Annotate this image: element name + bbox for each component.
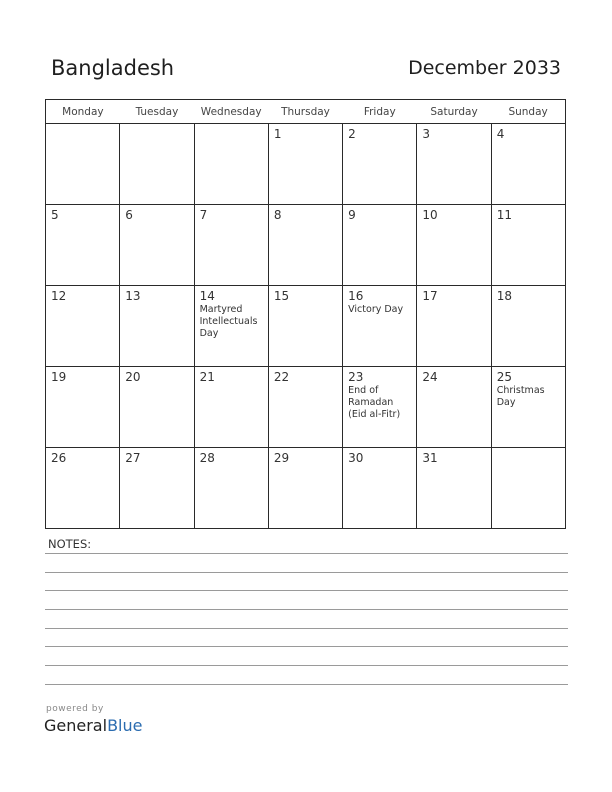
holiday-label: End of Ramadan (Eid al-Fitr) <box>348 385 401 420</box>
day-cell <box>46 448 120 529</box>
holiday-label: Victory Day <box>348 304 404 315</box>
day-cell <box>417 124 491 205</box>
holiday-label: Christmas Day <box>496 385 545 408</box>
day-number: 16 <box>348 289 364 303</box>
day-cell-holiday <box>343 286 417 367</box>
note-line <box>45 590 568 591</box>
brand-general: General <box>44 716 108 735</box>
day-cell <box>46 286 120 367</box>
day-cell <box>491 205 565 286</box>
brand-blue: Blue <box>107 716 143 735</box>
weekday-sunday: Sunday <box>491 100 565 124</box>
weekday-saturday: Saturday <box>417 100 491 124</box>
day-number: 22 <box>273 370 290 384</box>
day-cell <box>46 205 120 286</box>
day-cell <box>268 205 342 286</box>
week-row-2 <box>46 205 566 286</box>
powered-by-text: powered by <box>46 704 104 714</box>
day-cell <box>417 367 491 448</box>
note-line <box>45 665 568 666</box>
day-cell <box>120 286 194 367</box>
generalblue-logo <box>44 716 142 735</box>
day-number: 27 <box>125 451 141 465</box>
day-number: 6 <box>125 208 133 222</box>
holiday-label: Martyred Intellectuals Day <box>199 304 258 339</box>
day-cell <box>194 124 268 205</box>
day-cell <box>120 124 194 205</box>
note-line <box>45 572 568 573</box>
day-number: 23 <box>348 370 364 384</box>
day-cell <box>343 448 417 529</box>
day-cell <box>491 286 565 367</box>
day-number: 10 <box>422 208 438 222</box>
calendar-grid <box>45 99 566 529</box>
day-number: 1 <box>273 127 282 141</box>
day-number: 20 <box>125 370 141 384</box>
day-number: 2 <box>348 127 356 141</box>
day-cell <box>120 448 194 529</box>
day-number: 18 <box>496 289 512 303</box>
day-number: 30 <box>348 451 364 465</box>
day-cell <box>194 448 268 529</box>
note-line <box>45 609 568 610</box>
day-number: 14 <box>199 289 215 303</box>
day-cell <box>491 124 565 205</box>
weekday-friday: Friday <box>343 100 417 124</box>
notes-label: NOTES: <box>48 537 92 551</box>
day-cell <box>343 124 417 205</box>
day-number: 8 <box>273 208 282 222</box>
weekday-tuesday: Tuesday <box>120 100 194 124</box>
note-line <box>45 628 568 629</box>
week-row-3 <box>46 286 566 367</box>
day-cell <box>417 205 491 286</box>
day-cell <box>417 448 491 529</box>
day-cell <box>120 367 194 448</box>
day-number: 15 <box>273 289 290 303</box>
day-cell-holiday <box>491 367 565 448</box>
day-number: 4 <box>496 127 505 141</box>
day-cell <box>417 286 491 367</box>
day-number: 29 <box>273 451 290 465</box>
day-number: 25 <box>496 370 512 384</box>
weekday-monday: Monday <box>46 100 120 124</box>
note-line <box>45 553 568 554</box>
weekday-thursday: Thursday <box>268 100 342 124</box>
day-number: 5 <box>51 208 59 222</box>
week-row-1 <box>46 124 566 205</box>
day-number: 12 <box>51 289 67 303</box>
week-row-4 <box>46 367 566 448</box>
day-number: 26 <box>51 451 67 465</box>
note-line <box>45 646 568 647</box>
day-number: 3 <box>422 127 431 141</box>
day-cell <box>194 367 268 448</box>
day-cell <box>120 205 194 286</box>
day-number: 17 <box>422 289 438 303</box>
month-title: December 2033 <box>408 57 561 79</box>
week-row-5 <box>46 448 566 529</box>
day-number: 31 <box>422 451 438 465</box>
day-cell <box>194 205 268 286</box>
day-cell <box>343 205 417 286</box>
day-number: 19 <box>51 370 67 384</box>
day-number: 13 <box>125 289 141 303</box>
day-cell <box>268 448 342 529</box>
day-cell <box>46 367 120 448</box>
day-number: 28 <box>199 451 215 465</box>
day-cell <box>46 124 120 205</box>
day-number: 21 <box>199 370 215 384</box>
day-cell <box>268 124 342 205</box>
day-cell <box>268 286 342 367</box>
day-cell-holiday <box>343 367 417 448</box>
day-number: 11 <box>496 208 512 222</box>
day-cell <box>491 448 565 529</box>
weekday-wednesday: Wednesday <box>194 100 268 124</box>
day-number: 24 <box>422 370 438 384</box>
weekday-header-row <box>46 100 566 124</box>
day-number: 7 <box>199 208 208 222</box>
day-cell <box>268 367 342 448</box>
note-line <box>45 684 568 685</box>
day-number: 9 <box>348 208 356 222</box>
country-title: Bangladesh <box>51 56 175 80</box>
day-cell-holiday <box>194 286 268 367</box>
